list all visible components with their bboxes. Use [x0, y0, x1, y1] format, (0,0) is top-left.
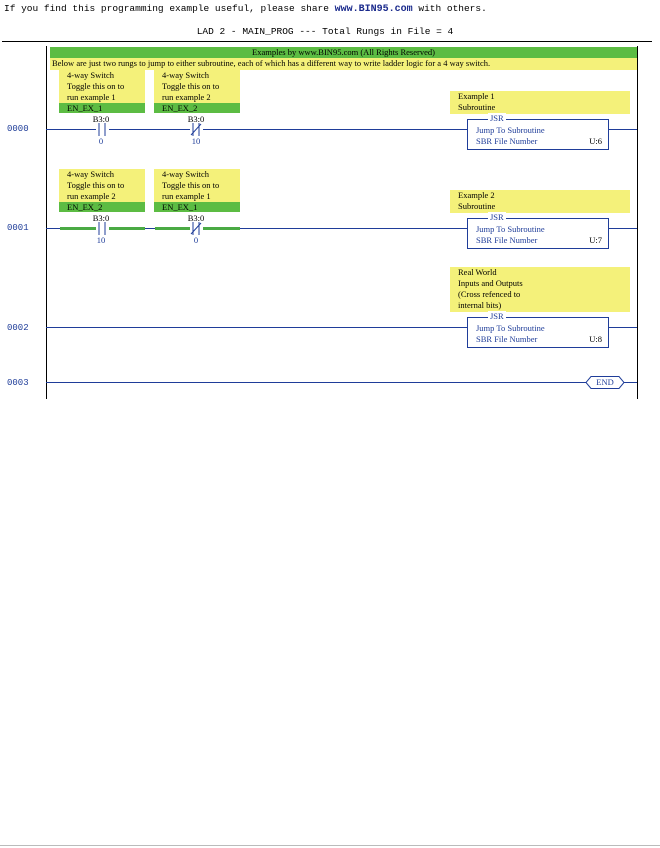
rung-wire-energized — [60, 227, 96, 230]
jsr-file-value: U:6 — [589, 136, 602, 146]
end-label: END — [596, 377, 614, 387]
rung-wire-energized — [203, 227, 240, 230]
contact-symbol: EN_EX_2 — [59, 202, 145, 212]
jsr-line1: Jump To Subroutine — [476, 125, 545, 135]
rung-wire — [46, 129, 96, 130]
top-note-site-link[interactable]: www.BIN95.com — [334, 4, 413, 15]
banner-title: Examples by www.BIN95.com (All Rights Reserved) — [50, 47, 637, 58]
rung-number-0003: 0003 — [7, 378, 29, 388]
rung-wire — [109, 129, 190, 130]
jsr-title: JSR — [490, 212, 504, 222]
jsr-instruction[interactable] — [467, 212, 609, 249]
jsr-title: JSR — [490, 311, 504, 321]
rung-wire — [203, 129, 467, 130]
jsr-title: JSR — [490, 113, 504, 123]
top-note — [4, 3, 487, 15]
jsr-line1: Jump To Subroutine — [476, 224, 545, 234]
xic-contact-icon[interactable] — [95, 222, 109, 235]
jsr-file-label: SBR File Number — [476, 334, 538, 344]
contact-address: B3:0 — [92, 213, 110, 223]
rung-wire — [608, 228, 637, 229]
jsr-file-value: U:7 — [589, 235, 602, 245]
output-comment: Example 2 Subroutine — [450, 190, 630, 213]
rung-wire — [608, 327, 637, 328]
rung-wire — [608, 129, 637, 130]
jsr-instruction[interactable] — [467, 311, 609, 348]
contact-address: B3:0 — [92, 114, 110, 124]
rung-wire — [46, 228, 60, 229]
jsr-file-label: SBR File Number — [476, 235, 538, 245]
contact-comment: 4-way Switch Toggle this on to run example 2 — [154, 70, 240, 103]
contact-bit: 0 — [193, 235, 199, 245]
rung-wire — [145, 228, 155, 229]
page-title: LAD 2 - MAIN_PROG --- Total Rungs in File = 4 — [196, 26, 454, 37]
output-comment: Real World Inputs and Outputs (Cross refenced to internal bits) — [450, 267, 630, 312]
contact-comment: 4-way Switch Toggle this on to run example 1 — [59, 70, 145, 103]
left-power-rail — [46, 46, 47, 399]
xio-contact-icon[interactable] — [189, 222, 203, 235]
right-power-rail — [637, 46, 638, 399]
rung-number-0002: 0002 — [7, 323, 29, 333]
jsr-instruction[interactable] — [467, 113, 609, 150]
contact-bit: 10 — [191, 136, 201, 146]
xio-contact-icon[interactable] — [189, 123, 203, 136]
contact-address: B3:0 — [187, 213, 205, 223]
rung-wire — [624, 382, 637, 383]
header-divider — [2, 41, 652, 42]
rung-wire — [46, 382, 586, 383]
contact-symbol: EN_EX_1 — [154, 202, 240, 212]
rung-wire-energized — [109, 227, 145, 230]
rung-wire — [46, 327, 467, 328]
rung-wire — [240, 228, 467, 229]
output-comment: Example 1 Subroutine — [450, 91, 630, 114]
contact-comment: 4-way Switch Toggle this on to run example 1 — [154, 169, 240, 202]
jsr-file-value: U:8 — [589, 334, 602, 344]
banner-description: Below are just two rungs to jump to either subroutine, each of which has a different way to write ladder logic for a 4 way switch. — [50, 58, 637, 70]
xic-contact-icon[interactable] — [95, 123, 109, 136]
contact-comment: 4-way Switch Toggle this on to run example 2 — [59, 169, 145, 202]
top-note-suffix: with others. — [412, 3, 487, 14]
jsr-line1: Jump To Subroutine — [476, 323, 545, 333]
contact-symbol: EN_EX_1 — [59, 103, 145, 113]
top-note-prefix: If you find this programming example useful, please share — [4, 3, 335, 14]
page-bottom-edge — [0, 845, 660, 846]
rung-number-0001: 0001 — [7, 223, 29, 233]
rung-number-0000: 0000 — [7, 124, 29, 134]
contact-bit: 0 — [98, 136, 104, 146]
jsr-file-label: SBR File Number — [476, 136, 538, 146]
contact-address: B3:0 — [187, 114, 205, 124]
contact-bit: 10 — [96, 235, 106, 245]
rung-wire-energized — [155, 227, 190, 230]
contact-symbol: EN_EX_2 — [154, 103, 240, 113]
